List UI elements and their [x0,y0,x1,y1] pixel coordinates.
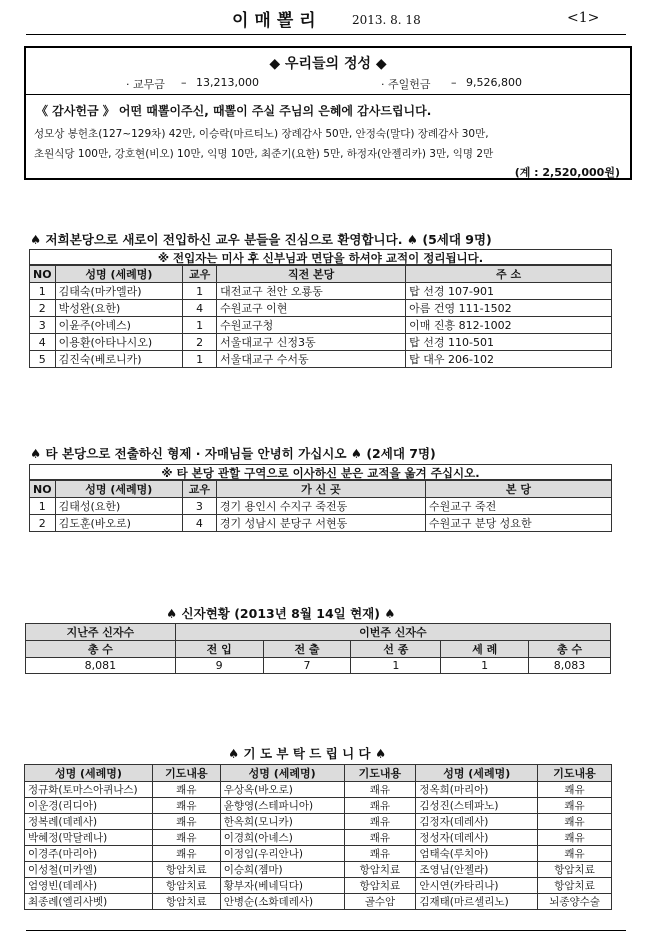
table-row [30,283,612,300]
newcomers-note-box [29,249,612,265]
cell-name: 이정임(우리안나) [220,846,344,862]
sub-header-out: 전 출 [263,641,351,658]
stats-subheader-row [26,641,611,658]
cell-intention: 항암치료 [344,878,416,894]
cell-name: 안병순(소화데레사) [220,894,344,910]
cell-no: 4 [30,334,56,351]
col-address: 주 소 [406,266,612,283]
cell-address: 아름 건영 111-1502 [406,300,612,317]
prayer-title: ♠ 기 도 부 탁 드 립 니 다 ♠ [228,746,387,761]
sub-header-total: 총 수 [26,641,176,658]
offering-total: (계 : 2,520,000원) [514,166,620,179]
col-name: 성명 (세례명) [55,266,183,283]
cell-intention: 항암치료 [152,878,220,894]
col-name: 성명 (세례명) [55,481,182,498]
transfers-in: 9 [175,658,263,674]
prayer-table [24,764,612,910]
offering-divider [26,94,630,95]
cell-name: 정복례(데레사) [25,814,153,830]
cell-destination: 경기 성남시 분당구 서현동 [216,515,425,532]
cell-members: 1 [183,351,217,368]
cell-address: 이매 진흥 812-1002 [406,317,612,334]
this-week-header: 이번주 신자수 [175,624,610,641]
cell-name: 이성철(미카엘) [25,862,153,878]
cell-members: 1 [183,283,217,300]
cell-name: 이용환(아타나시오) [55,334,183,351]
cell-intention: 항암치료 [344,862,416,878]
movers-note: ※ 타 본당 관할 구역으로 이사하신 분은 교적을 옮겨 주십시오. [161,466,480,480]
col-members: 교우 [183,266,217,283]
table-header-row [25,765,612,782]
table-row [25,782,612,798]
cell-intention: 쾌유 [152,830,220,846]
cell-intention: 항암치료 [538,862,612,878]
cell-name: 박혜정(막달레나) [25,830,153,846]
cell-intention: 쾌유 [538,830,612,846]
cell-name: 이경주(마리아) [25,846,153,862]
sub-header-baptism: 세 례 [441,641,529,658]
table-row [25,878,612,894]
cell-intention: 쾌유 [344,830,416,846]
cell-parish: 수원교구 분당 성요한 [425,515,611,532]
cell-address: 탑 대우 206-102 [406,351,612,368]
cell-name: 정규화(토마스아퀴나스) [25,782,153,798]
table-row [25,798,612,814]
cell-name: 김정자(데레사) [416,814,538,830]
deceased: 1 [351,658,441,674]
table-row [25,846,612,862]
cell-name: 이윤주(아녜스) [55,317,183,334]
footer-divider [26,930,626,931]
table-row [25,862,612,878]
thanks-offering-title: 《 감사헌금 》 어떤 때뽈이주신, 때뽈이 주실 주님의 은혜에 감사드립니다. [36,104,432,118]
cell-intention: 항암치료 [152,862,220,878]
cell-intention: 쾌유 [538,782,612,798]
col-destination: 가 신 곳 [216,481,425,498]
col-name: 성명 (세례명) [220,765,344,782]
table-row [30,498,612,515]
newcomers-note: ※ 전입자는 미사 후 신부님과 면담을 하셔야 교적이 정리됩니다. [157,251,484,265]
cell-intention: 항암치료 [152,894,220,910]
cell-name: 이경희(아녜스) [220,830,344,846]
cell-name: 최종례(엘리사벳) [25,894,153,910]
table-row [30,334,612,351]
cell-name: 김태숙(마카엘라) [55,283,183,300]
cell-prev-parish: 서울대교구 신정3동 [217,334,406,351]
cell-intention: 뇌종양수술 [538,894,612,910]
cell-name: 안시연(카타리나) [416,878,538,894]
cell-intention: 항암치료 [538,878,612,894]
cell-intention: 쾌유 [152,798,220,814]
cell-name: 엄태숙(루치아) [416,846,538,862]
cell-intention: 쾌유 [152,846,220,862]
sub-header-in: 전 입 [175,641,263,658]
transfers-out: 7 [263,658,351,674]
cell-name: 이운경(리디아) [25,798,153,814]
cell-intention: 쾌유 [152,782,220,798]
cell-prev-parish: 대전교구 천안 오룡동 [217,283,406,300]
cell-name: 김도훈(바오로) [55,515,182,532]
cell-intention: 쾌유 [152,814,220,830]
sunday-offering-label: · 주일헌금 [381,78,431,91]
newcomers-title: ♠ 저희본당으로 새로이 전입하신 교우 분들을 진심으로 환영합니다. ♠ (5세대 9명) [30,232,492,247]
cell-name: 김태성(요한) [55,498,182,515]
table-header-row [30,481,612,498]
page-number: <1> [567,10,600,26]
bulletin-title: 이매뽈리 [232,11,322,31]
cell-members: 4 [183,300,217,317]
table-row [30,351,612,368]
cell-prev-parish: 서울대교구 수서동 [217,351,406,368]
table-row [30,515,612,532]
cell-address: 탑 선경 110-501 [406,334,612,351]
cell-name: 황부자(베네딕다) [220,878,344,894]
table-row [30,317,612,334]
cell-intention: 쾌유 [344,798,416,814]
cell-no: 5 [30,351,56,368]
movers-table [29,480,612,532]
sub-header-total: 총 수 [529,641,611,658]
cell-name: 정성자(데레사) [416,830,538,846]
cell-no: 2 [30,300,56,317]
cell-intention: 골수암 [344,894,416,910]
cell-name: 이승희(젬마) [220,862,344,878]
stats-header-row [26,624,611,641]
baptisms: 1 [441,658,529,674]
header-divider [26,34,626,35]
newcomers-table [29,265,612,368]
cell-members: 2 [183,334,217,351]
bulletin-date: 2013. 8. 18 [352,13,421,27]
cell-name: 우상옥(바오로) [220,782,344,798]
table-row [25,814,612,830]
cell-name: 조영님(안젤라) [416,862,538,878]
col-intention: 기도내용 [344,765,416,782]
offering-box: ◆ 우리들의 정성 ◆ · 교무금 – 13,213,000 · 주일헌금 – 9,526,800 《 감사헌금 》 어떤 때뽈이주신, 때뽈이 주실 주님의 은혜에 감사드립니다. 성모상 봉헌초(127~129차) 42만, 이승락(마르티노) 장례감사 50만, 안정숙(말다) 장례감사 30만, 초원식당 100만, 강호현(비오) 10만, 익명 10만, 최준기(요한) 5만, 하정자(안젤리카) 3만, 익명 2만 (계 : 2,520,000원) [24,46,632,180]
stats-title: ♠ 신자현황 (2013년 8월 14일 현재) ♠ [166,606,396,621]
cell-name: 윤향영(스테파니아) [220,798,344,814]
col-parish: 본 당 [425,481,611,498]
cell-address: 탑 선경 107-901 [406,283,612,300]
cell-prev-parish: 수원교구 이현 [217,300,406,317]
cell-prev-parish: 수원교구청 [217,317,406,334]
cell-intention: 쾌유 [344,814,416,830]
sub-header-deceased: 선 종 [351,641,441,658]
cell-intention: 쾌유 [538,846,612,862]
sunday-offering-value: 9,526,800 [466,76,522,89]
tithe-label: · 교무금 [126,78,165,91]
cell-intention: 쾌유 [344,782,416,798]
donor-line: 성모상 봉헌초(127~129차) 42만, 이승락(마르티노) 장례감사 50만, 안정숙(말다) 장례감사 30만, [34,128,489,140]
cell-no: 3 [30,317,56,334]
cell-name: 김진숙(베로니카) [55,351,183,368]
table-row [30,300,612,317]
col-name: 성명 (세례명) [25,765,153,782]
col-intention: 기도내용 [538,765,612,782]
cell-intention: 쾌유 [538,814,612,830]
cell-no: 1 [30,498,56,515]
last-week-total: 8,081 [26,658,176,674]
cell-members: 4 [182,515,216,532]
cell-no: 1 [30,283,56,300]
col-intention: 기도내용 [152,765,220,782]
cell-intention: 쾌유 [344,846,416,862]
cell-name: 한옥희(모니카) [220,814,344,830]
col-no: NO [30,481,56,498]
cell-intention: 쾌유 [538,798,612,814]
cell-name: 박성완(요한) [55,300,183,317]
cell-members: 1 [183,317,217,334]
movers-note-box [29,464,612,480]
stats-table [25,623,611,674]
table-row [25,894,612,910]
cell-destination: 경기 용인시 수지구 죽전동 [216,498,425,515]
cell-name: 김재태(마르셀리노) [416,894,538,910]
table-header-row [30,266,612,283]
cell-no: 2 [30,515,56,532]
movers-title: ♠ 타 본당으로 전출하신 형제 · 자매님들 안녕히 가십시오 ♠ (2세대 7명) [30,446,436,461]
cell-name: 정옥희(마리아) [416,782,538,798]
donor-line: 초원식당 100만, 강호현(비오) 10만, 익명 10만, 최준기(요한) 5만, 하정자(안젤리카) 3만, 익명 2만 [34,148,494,160]
last-week-header: 지난주 신자수 [26,624,176,641]
col-name: 성명 (세례명) [416,765,538,782]
offering-title: ◆ 우리들의 정성 ◆ [269,56,387,72]
cell-members: 3 [182,498,216,515]
cell-parish: 수원교구 죽전 [425,498,611,515]
cell-name: 엄영빈(데레사) [25,878,153,894]
col-no: NO [30,266,56,283]
tithe-value: 13,213,000 [196,76,259,89]
table-row [25,830,612,846]
this-week-total: 8,083 [529,658,611,674]
col-prev-parish: 직전 본당 [217,266,406,283]
col-members: 교우 [182,481,216,498]
stats-values-row [26,658,611,674]
cell-name: 김성진(스테파노) [416,798,538,814]
